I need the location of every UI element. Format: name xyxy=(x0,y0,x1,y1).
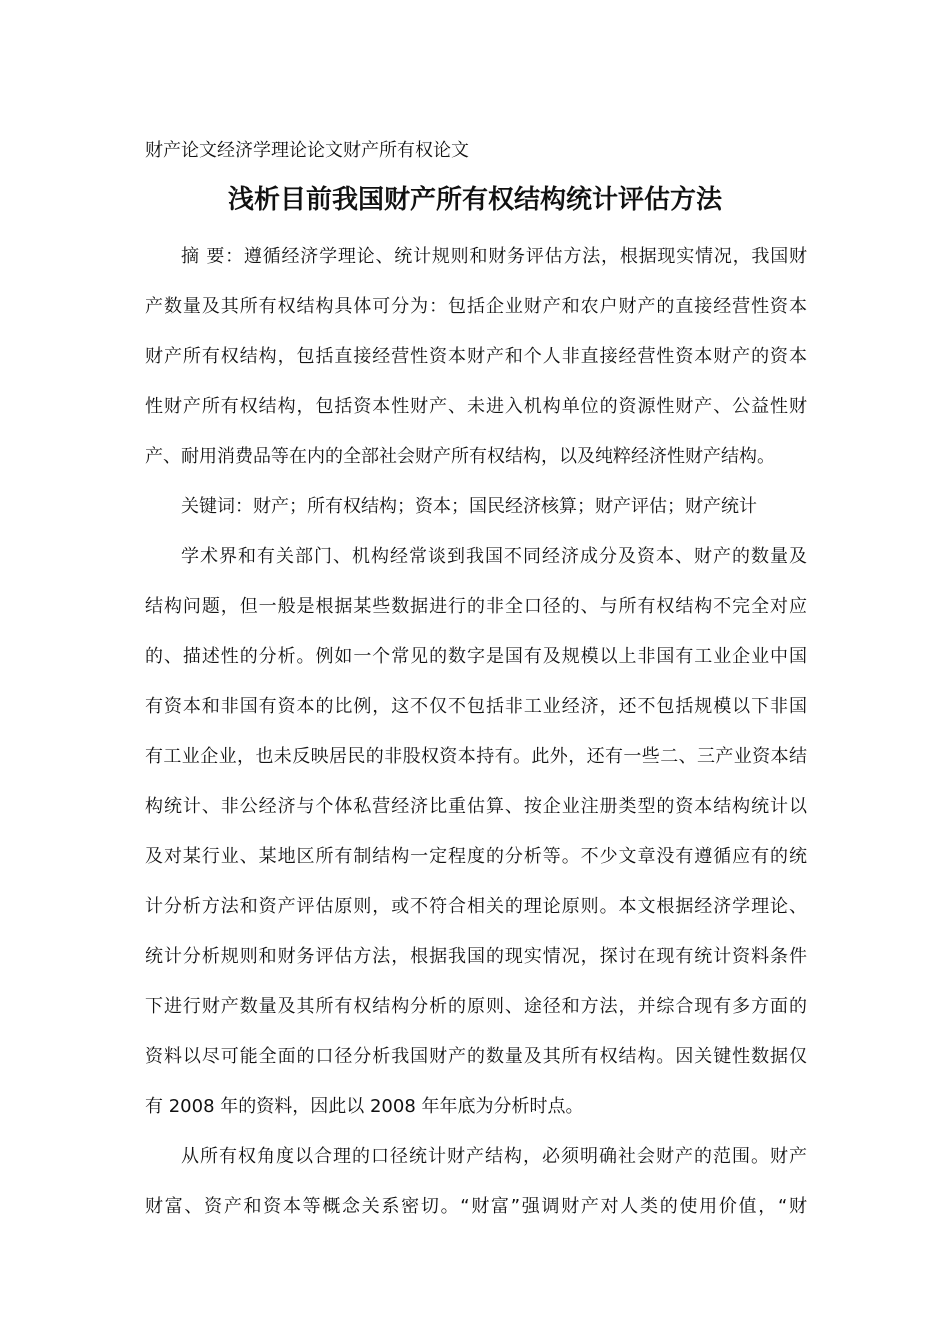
abstract-line: 摘 要：遵循经济学理论、统计规则和财务评估方法，根据现实情况，我国财 xyxy=(181,246,807,267)
abstract-line: 产、耐用消费品等在内的全部社会财产所有权结构，以及纯粹经济性财产结构。 xyxy=(145,446,775,467)
body-line: 资料以尽可能全面的口径分析我国财产的数量及其所有权结构。因关键性数据仅 xyxy=(145,1046,807,1067)
body-line: 财富、资产和资本等概念关系密切。“财富”强调财产对人类的使用价值，“财 xyxy=(145,1196,807,1217)
abstract-line: 性财产所有权结构，包括资本性财产、未进入机构单位的资源性财产、公益性财 xyxy=(145,396,807,417)
abstract-paragraph xyxy=(145,232,807,482)
body-line: 结构问题，但一般是根据某些数据进行的非全口径的、与所有权结构不完全对应 xyxy=(145,596,807,617)
document-body xyxy=(145,232,807,1232)
category-line: 财产论文经济学理论论文财产所有权论文 xyxy=(145,140,469,161)
body-paragraph-2 xyxy=(145,1132,807,1232)
body-paragraph-1 xyxy=(145,532,807,1132)
abstract-line: 财产所有权结构，包括直接经营性资本财产和个人非直接经营性资本财产的资本 xyxy=(145,346,807,367)
body-line: 的、描述性的分析。例如一个常见的数字是国有及规模以上非国有工业企业中国 xyxy=(145,646,807,667)
body-line: 有 2008 年的资料，因此以 2008 年年底为分析时点。 xyxy=(145,1096,584,1117)
page-title: 浅析目前我国财产所有权结构统计评估方法 xyxy=(227,185,722,215)
body-line: 从所有权角度以合理的口径统计财产结构，必须明确社会财产的范围。财产 xyxy=(181,1146,807,1167)
body-line: 统计分析规则和财务评估方法，根据我国的现实情况，探讨在现有统计资料条件 xyxy=(145,946,807,967)
body-line: 下进行财产数量及其所有权结构分析的原则、途径和方法，并综合现有多方面的 xyxy=(145,996,807,1017)
body-line: 及对某行业、某地区所有制结构一定程度的分析等。不少文章没有遵循应有的统 xyxy=(145,846,807,867)
body-line: 有资本和非国有资本的比例，这不仅不包括非工业经济，还不包括规模以下非国 xyxy=(145,696,807,717)
body-line: 学术界和有关部门、机构经常谈到我国不同经济成分及资本、财产的数量及 xyxy=(181,546,807,567)
keywords-line: 关键词：财产；所有权结构；资本；国民经济核算；财产评估；财产统计 xyxy=(181,496,757,517)
keywords-paragraph xyxy=(145,482,807,532)
body-line: 计分析方法和资产评估原则，或不符合相关的理论原则。本文根据经济学理论、 xyxy=(145,896,807,917)
body-line: 构统计、非公经济与个体私营经济比重估算、按企业注册类型的资本结构统计以 xyxy=(145,796,807,817)
body-line: 有工业企业，也未反映居民的非股权资本持有。此外，还有一些二、三产业资本结 xyxy=(145,746,807,767)
abstract-line: 产数量及其所有权结构具体可分为：包括企业财产和农户财产的直接经营性资本 xyxy=(145,296,807,317)
